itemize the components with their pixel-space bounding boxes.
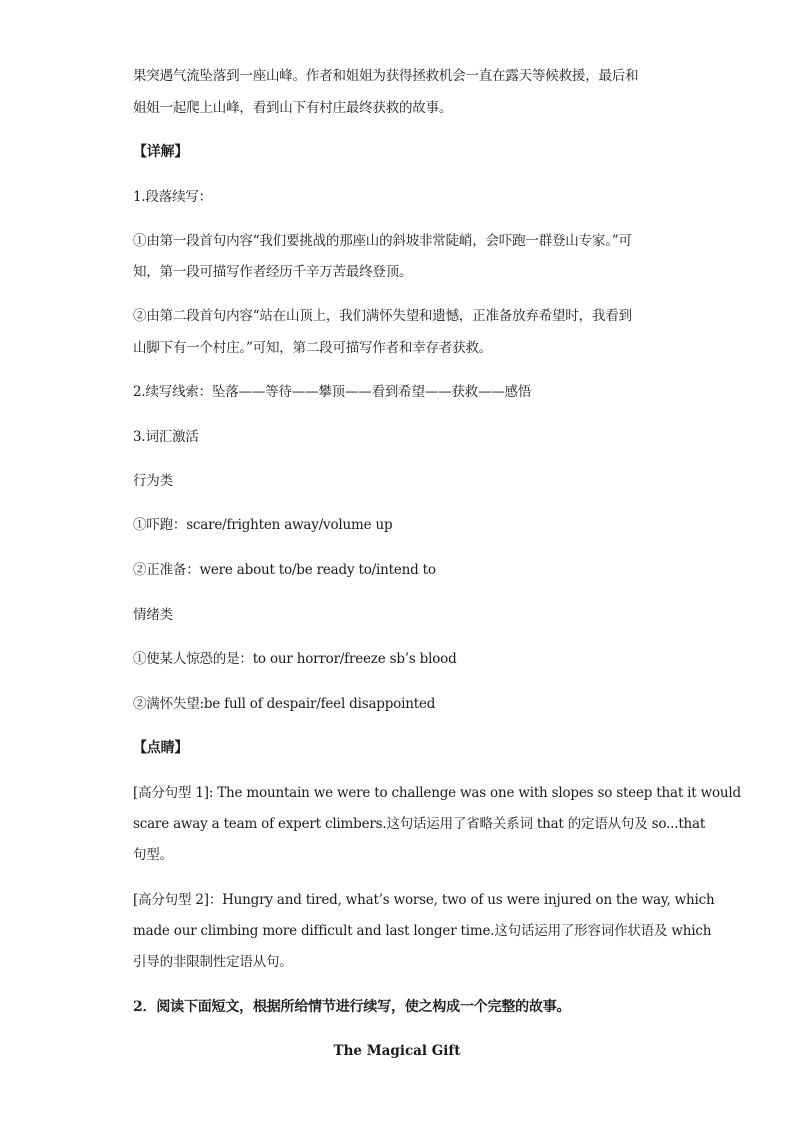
vocab-item: ②满怀失望:be full of despair/feel disappointed	[133, 696, 436, 712]
vocab-item: ①使某人惊恐的是：to our horror/freeze sb’s blood	[133, 651, 457, 667]
vocab-item: ①吓跑：scare/frighten away/volume up	[133, 517, 393, 533]
section1-item2-line2: 山脚下有一个村庄。”可知，第二段可描写作者和幸存者获救。	[133, 340, 493, 356]
detail-heading: 【详解】	[133, 144, 189, 160]
sentence1-line2: scare away a team of expert climbers.这句话运用了省略关系词 that 的定语从句及 so...that	[133, 816, 706, 832]
section1-item1-line1: ①由第一段首句内容“我们要挑战的那座山的斜坡非常陡峭，会吓跑一群登山专家。”可	[133, 233, 632, 249]
category-behavior: 行为类	[133, 473, 173, 489]
sentence2-line3: 引导的非限制性定语从句。	[133, 954, 293, 970]
question-2: 2．阅读下面短文，根据所给情节进行续写，使之构成一个完整的故事。	[133, 999, 571, 1015]
intro-line-2: 姐姐一起爬上山峰，看到山下有村庄最终获救的故事。	[133, 100, 453, 116]
vocab-item: ②正准备：were about to/be ready to/intend to	[133, 562, 436, 578]
category-emotion: 情绪类	[133, 607, 173, 623]
section1-item1-line2: 知，第一段可描写作者经历千辛万苦最终登顶。	[133, 264, 413, 280]
section2-text: 2.续写线索：坠落——等待——攀顶——看到希望——获救——感悟	[133, 384, 532, 400]
sentence1-line1: [高分句型 1]: The mountain we were to challenge was one with slopes so steep that it would	[133, 785, 741, 801]
intro-line-1: 果突遇气流坠落到一座山峰。作者和姐姐为获得拯救机会一直在露天等候救援，最后和	[133, 68, 639, 84]
story-title: The Magical Gift	[333, 1043, 461, 1059]
highlight-heading: 【点睛】	[133, 740, 189, 756]
sentence2-line1: [高分句型 2]：Hungry and tired, what’s worse, two of us were injured on the way, which	[133, 892, 715, 908]
section1-heading: 1.段落续写：	[133, 189, 212, 205]
sentence1-line3: 句型。	[133, 847, 173, 863]
section3-heading: 3.词汇激活	[133, 429, 199, 445]
sentence2-line2: made our climbing more difficult and last longer time.这句话运用了形容词作状语及 which	[133, 923, 712, 939]
section1-item2-line1: ②由第二段首句内容“站在山顶上，我们满怀失望和遗憾，正准备放弃希望时，我看到	[133, 308, 632, 324]
